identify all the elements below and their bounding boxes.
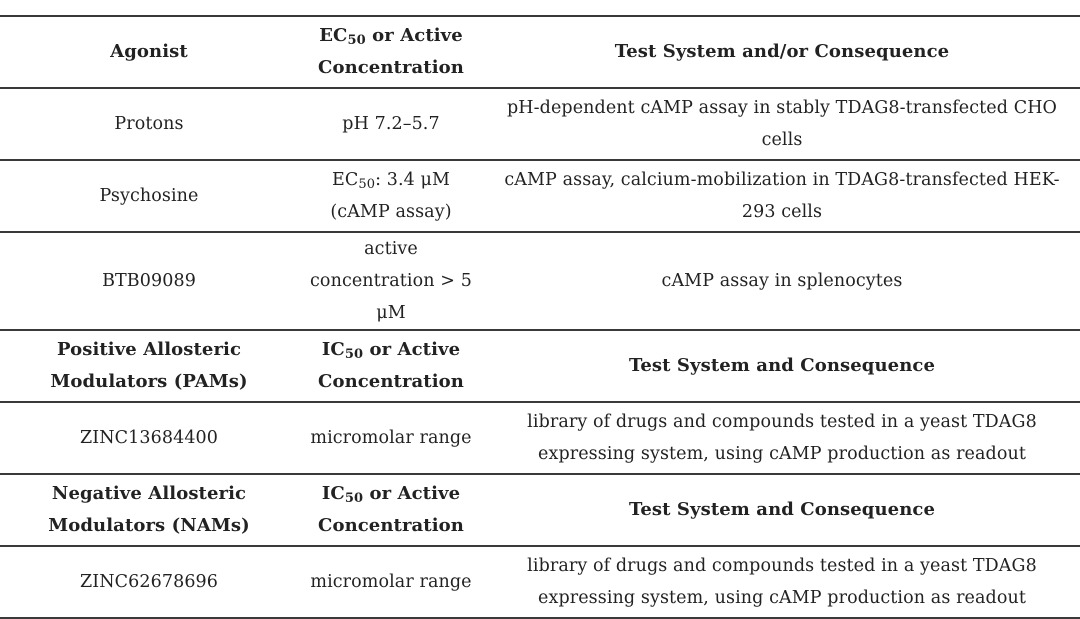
ec50-suffix: or Active Concentration (318, 25, 464, 78)
agonist-modulator-table (0, 15, 1080, 619)
test-system: library of drugs and compounds tested in a yeast TDAG8 expressing system, using cAMP production as readout (527, 412, 1037, 464)
ic50-suffix: or Active Concentration (318, 339, 464, 392)
ec50-subscript: 50 (347, 33, 366, 48)
test-system-column-header: Test System and/or Consequence (614, 41, 950, 62)
agonist-column-header: Agonist (110, 41, 188, 62)
ic50-subscript: 50 (344, 491, 364, 506)
ic50-prefix: IC (321, 339, 345, 360)
ec50-prefix: EC (331, 170, 359, 190)
test-system: pH-dependent cAMP assay in stably TDAG8-transfected CHO cells (506, 98, 1058, 150)
test-system: cAMP assay, calcium-mobilization in TDAG8-transfected HEK-293 cells (504, 170, 1060, 222)
table-row (0, 160, 1080, 232)
compound-name: ZINC62678696 (79, 572, 219, 592)
pam-column-header: Positive Allosteric Modulators (PAMs) (50, 339, 248, 392)
table-row (0, 546, 1080, 618)
concentration-value: pH 7.2–5.7 (342, 114, 440, 134)
ec50-column-header (298, 16, 484, 88)
concentration-value: active concentration > 5 μM (310, 239, 472, 323)
table-row (0, 232, 1080, 330)
test-system: cAMP assay in splenocytes (661, 271, 903, 291)
compound-name: ZINC13684400 (79, 428, 219, 448)
ec50-subscript: 50 (358, 177, 376, 192)
agonist-header-row (0, 16, 1080, 88)
ic50-prefix: IC (321, 483, 345, 504)
ic50-column-header (298, 330, 484, 402)
test-system-column-header: Test System and Consequence (628, 355, 936, 376)
ic50-column-header (298, 474, 484, 546)
nam-header-row (0, 474, 1080, 546)
nam-column-header: Negative Allosteric Modulators (NAMs) (48, 483, 250, 536)
test-system-column-header: Test System and Consequence (628, 499, 936, 520)
table-row (0, 88, 1080, 160)
ic50-suffix: or Active Concentration (318, 483, 464, 536)
ec50-value: : 3.4 μM (cAMP assay) (330, 170, 452, 222)
concentration-value (298, 160, 484, 232)
agonist-name: Psychosine (99, 186, 199, 206)
concentration-value: micromolar range (310, 572, 472, 592)
agonist-name: Protons (114, 114, 184, 134)
test-system: library of drugs and compounds tested in a yeast TDAG8 expressing system, using cAMP production as readout (527, 556, 1037, 608)
ic50-subscript: 50 (344, 347, 364, 362)
pam-header-row (0, 330, 1080, 402)
concentration-value: micromolar range (310, 428, 472, 448)
ec50-prefix: EC (319, 25, 348, 46)
agonist-name: BTB09089 (102, 271, 196, 291)
table-row (0, 402, 1080, 474)
